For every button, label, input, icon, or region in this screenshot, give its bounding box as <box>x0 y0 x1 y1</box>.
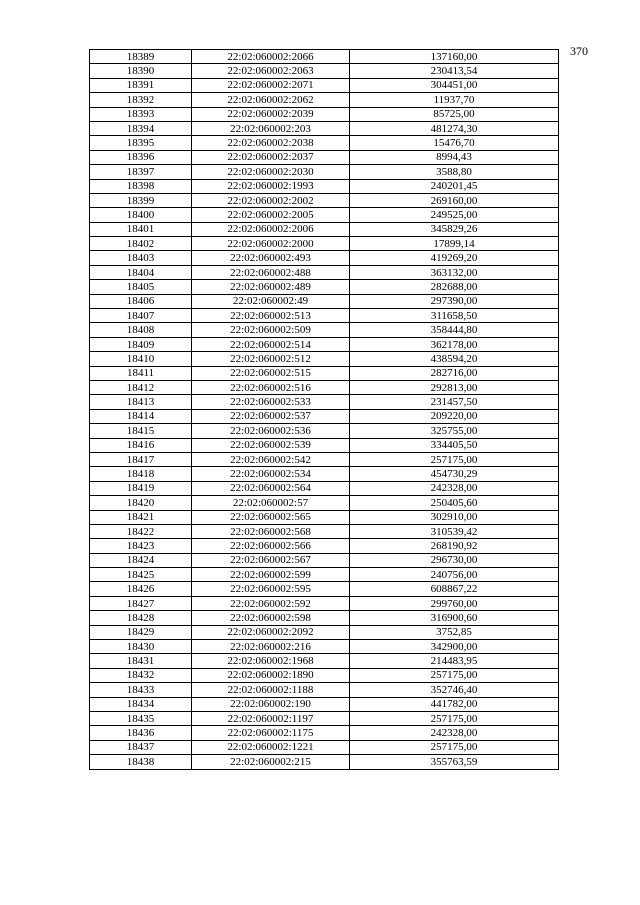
cadastral-number-cell: 22:02:060002:1890 <box>192 668 350 682</box>
row-number-cell: 18403 <box>90 251 192 265</box>
table-row <box>90 395 559 409</box>
row-number-cell: 18397 <box>90 165 192 179</box>
table-row <box>90 611 559 625</box>
row-number-cell: 18414 <box>90 409 192 423</box>
cadastral-value-cell: 231457,50 <box>350 395 559 409</box>
cadastral-number-cell: 22:02:060002:57 <box>192 496 350 510</box>
table-row <box>90 452 559 466</box>
cadastral-number-cell: 22:02:060002:566 <box>192 539 350 553</box>
cadastral-number-cell: 22:02:060002:488 <box>192 265 350 279</box>
row-number-cell: 18415 <box>90 424 192 438</box>
table-row <box>90 179 559 193</box>
cadastral-value-cell: 325755,00 <box>350 424 559 438</box>
row-number-cell: 18407 <box>90 309 192 323</box>
cadastral-value-cell: 250405,60 <box>350 496 559 510</box>
table-row <box>90 237 559 251</box>
row-number-cell: 18421 <box>90 510 192 524</box>
cadastral-value-cell: 257175,00 <box>350 740 559 754</box>
table-row <box>90 78 559 92</box>
table-row <box>90 150 559 164</box>
cadastral-value-cell: 299760,00 <box>350 596 559 610</box>
table-row <box>90 208 559 222</box>
cadastral-number-cell: 22:02:060002:2000 <box>192 237 350 251</box>
cadastral-number-cell: 22:02:060002:2038 <box>192 136 350 150</box>
cadastral-value-cell: 257175,00 <box>350 452 559 466</box>
cadastral-value-cell: 419269,20 <box>350 251 559 265</box>
cadastral-value-cell: 438594,20 <box>350 352 559 366</box>
cadastral-number-cell: 22:02:060002:1175 <box>192 726 350 740</box>
row-number-cell: 18404 <box>90 265 192 279</box>
row-number-cell: 18438 <box>90 755 192 769</box>
table-row <box>90 337 559 351</box>
cadastral-number-cell: 22:02:060002:1968 <box>192 654 350 668</box>
table-row <box>90 438 559 452</box>
table-row <box>90 481 559 495</box>
cadastral-value-cell: 296730,00 <box>350 553 559 567</box>
row-number-cell: 18391 <box>90 78 192 92</box>
row-number-cell: 18420 <box>90 496 192 510</box>
cadastral-value-cell: 282688,00 <box>350 280 559 294</box>
row-number-cell: 18430 <box>90 640 192 654</box>
row-number-cell: 18408 <box>90 323 192 337</box>
cadastral-number-cell: 22:02:060002:1188 <box>192 683 350 697</box>
cadastral-value-cell: 242328,00 <box>350 726 559 740</box>
row-number-cell: 18419 <box>90 481 192 495</box>
cadastral-value-cell: 8994,43 <box>350 150 559 164</box>
table-row <box>90 165 559 179</box>
row-number-cell: 18433 <box>90 683 192 697</box>
row-number-cell: 18437 <box>90 740 192 754</box>
cadastral-value-cell: 209220,00 <box>350 409 559 423</box>
table-row <box>90 539 559 553</box>
cadastral-number-cell: 22:02:060002:534 <box>192 467 350 481</box>
cadastral-value-cell: 310539,42 <box>350 524 559 538</box>
row-number-cell: 18432 <box>90 668 192 682</box>
cadastral-value-table <box>89 49 559 770</box>
cadastral-value-cell: 3752,85 <box>350 625 559 639</box>
cadastral-number-cell: 22:02:060002:2005 <box>192 208 350 222</box>
cadastral-number-cell: 22:02:060002:595 <box>192 582 350 596</box>
row-number-cell: 18400 <box>90 208 192 222</box>
table-row <box>90 596 559 610</box>
cadastral-number-cell: 22:02:060002:2063 <box>192 64 350 78</box>
page-number: 370 <box>570 44 588 58</box>
row-number-cell: 18406 <box>90 294 192 308</box>
table-row <box>90 251 559 265</box>
row-number-cell: 18422 <box>90 524 192 538</box>
cadastral-value-cell: 345829,26 <box>350 222 559 236</box>
table-row <box>90 755 559 769</box>
row-number-cell: 18409 <box>90 337 192 351</box>
table-row <box>90 424 559 438</box>
table-row <box>90 294 559 308</box>
row-number-cell: 18427 <box>90 596 192 610</box>
row-number-cell: 18429 <box>90 625 192 639</box>
table-row <box>90 553 559 567</box>
cadastral-number-cell: 22:02:060002:599 <box>192 568 350 582</box>
cadastral-value-cell: 282716,00 <box>350 366 559 380</box>
row-number-cell: 18431 <box>90 654 192 668</box>
cadastral-value-cell: 15476,70 <box>350 136 559 150</box>
cadastral-number-cell: 22:02:060002:516 <box>192 380 350 394</box>
row-number-cell: 18423 <box>90 539 192 553</box>
cadastral-number-cell: 22:02:060002:568 <box>192 524 350 538</box>
cadastral-number-cell: 22:02:060002:565 <box>192 510 350 524</box>
table-row <box>90 740 559 754</box>
row-number-cell: 18434 <box>90 697 192 711</box>
cadastral-number-cell: 22:02:060002:567 <box>192 553 350 567</box>
cadastral-value-cell: 257175,00 <box>350 711 559 725</box>
cadastral-number-cell: 22:02:060002:2002 <box>192 193 350 207</box>
cadastral-number-cell: 22:02:060002:1993 <box>192 179 350 193</box>
table-row <box>90 193 559 207</box>
cadastral-value-cell: 311658,50 <box>350 309 559 323</box>
cadastral-value-cell: 214483,95 <box>350 654 559 668</box>
cadastral-value-cell: 608867,22 <box>350 582 559 596</box>
cadastral-value-cell: 316900,60 <box>350 611 559 625</box>
cadastral-number-cell: 22:02:060002:493 <box>192 251 350 265</box>
cadastral-value-cell: 11937,70 <box>350 93 559 107</box>
table-body <box>90 50 559 770</box>
cadastral-value-cell: 302910,00 <box>350 510 559 524</box>
cadastral-value-cell: 363132,00 <box>350 265 559 279</box>
cadastral-number-cell: 22:02:060002:2062 <box>192 93 350 107</box>
cadastral-value-cell: 297390,00 <box>350 294 559 308</box>
row-number-cell: 18411 <box>90 366 192 380</box>
cadastral-value-cell: 240201,45 <box>350 179 559 193</box>
row-number-cell: 18435 <box>90 711 192 725</box>
cadastral-number-cell: 22:02:060002:216 <box>192 640 350 654</box>
cadastral-value-cell: 441782,00 <box>350 697 559 711</box>
cadastral-value-cell: 304451,00 <box>350 78 559 92</box>
row-number-cell: 18418 <box>90 467 192 481</box>
table-row <box>90 280 559 294</box>
cadastral-value-cell: 249525,00 <box>350 208 559 222</box>
table-row <box>90 222 559 236</box>
row-number-cell: 18405 <box>90 280 192 294</box>
table-row <box>90 380 559 394</box>
cadastral-number-cell: 22:02:060002:2037 <box>192 150 350 164</box>
cadastral-value-cell: 454730,29 <box>350 467 559 481</box>
cadastral-value-cell: 481274,30 <box>350 121 559 135</box>
cadastral-number-cell: 22:02:060002:512 <box>192 352 350 366</box>
cadastral-number-cell: 22:02:060002:215 <box>192 755 350 769</box>
cadastral-value-cell: 137160,00 <box>350 50 559 64</box>
cadastral-value-cell: 358444,80 <box>350 323 559 337</box>
cadastral-number-cell: 22:02:060002:1197 <box>192 711 350 725</box>
cadastral-value-cell: 342900,00 <box>350 640 559 654</box>
cadastral-number-cell: 22:02:060002:2030 <box>192 165 350 179</box>
cadastral-number-cell: 22:02:060002:533 <box>192 395 350 409</box>
cadastral-value-cell: 230413,54 <box>350 64 559 78</box>
cadastral-number-cell: 22:02:060002:536 <box>192 424 350 438</box>
row-number-cell: 18399 <box>90 193 192 207</box>
cadastral-value-cell: 355763,59 <box>350 755 559 769</box>
row-number-cell: 18410 <box>90 352 192 366</box>
row-number-cell: 18395 <box>90 136 192 150</box>
table-row <box>90 697 559 711</box>
table-row <box>90 93 559 107</box>
row-number-cell: 18425 <box>90 568 192 582</box>
cadastral-value-cell: 292813,00 <box>350 380 559 394</box>
row-number-cell: 18398 <box>90 179 192 193</box>
row-number-cell: 18389 <box>90 50 192 64</box>
cadastral-number-cell: 22:02:060002:537 <box>192 409 350 423</box>
table-row <box>90 323 559 337</box>
row-number-cell: 18390 <box>90 64 192 78</box>
cadastral-value-cell: 257175,00 <box>350 668 559 682</box>
table-row <box>90 352 559 366</box>
row-number-cell: 18416 <box>90 438 192 452</box>
cadastral-value-cell: 362178,00 <box>350 337 559 351</box>
table-row <box>90 107 559 121</box>
cadastral-number-cell: 22:02:060002:2092 <box>192 625 350 639</box>
cadastral-number-cell: 22:02:060002:514 <box>192 337 350 351</box>
table-row <box>90 496 559 510</box>
table-row <box>90 64 559 78</box>
row-number-cell: 18426 <box>90 582 192 596</box>
cadastral-number-cell: 22:02:060002:190 <box>192 697 350 711</box>
row-number-cell: 18402 <box>90 237 192 251</box>
table-row <box>90 121 559 135</box>
cadastral-value-cell: 17899,14 <box>350 237 559 251</box>
table-row <box>90 711 559 725</box>
cadastral-number-cell: 22:02:060002:2006 <box>192 222 350 236</box>
table-row <box>90 568 559 582</box>
table-row <box>90 265 559 279</box>
table-row <box>90 510 559 524</box>
cadastral-number-cell: 22:02:060002:539 <box>192 438 350 452</box>
cadastral-value-cell: 242328,00 <box>350 481 559 495</box>
cadastral-value-cell: 352746,40 <box>350 683 559 697</box>
table-row <box>90 50 559 64</box>
row-number-cell: 18394 <box>90 121 192 135</box>
cadastral-number-cell: 22:02:060002:2071 <box>192 78 350 92</box>
row-number-cell: 18393 <box>90 107 192 121</box>
row-number-cell: 18424 <box>90 553 192 567</box>
cadastral-number-cell: 22:02:060002:598 <box>192 611 350 625</box>
row-number-cell: 18401 <box>90 222 192 236</box>
row-number-cell: 18396 <box>90 150 192 164</box>
cadastral-number-cell: 22:02:060002:509 <box>192 323 350 337</box>
table-row <box>90 654 559 668</box>
table-row <box>90 726 559 740</box>
table-row <box>90 309 559 323</box>
cadastral-value-cell: 240756,00 <box>350 568 559 582</box>
row-number-cell: 18428 <box>90 611 192 625</box>
cadastral-value-cell: 268190,92 <box>350 539 559 553</box>
table-row <box>90 467 559 481</box>
cadastral-number-cell: 22:02:060002:1221 <box>192 740 350 754</box>
table-row <box>90 524 559 538</box>
row-number-cell: 18417 <box>90 452 192 466</box>
table-row <box>90 640 559 654</box>
row-number-cell: 18413 <box>90 395 192 409</box>
row-number-cell: 18412 <box>90 380 192 394</box>
cadastral-number-cell: 22:02:060002:49 <box>192 294 350 308</box>
cadastral-value-cell: 85725,00 <box>350 107 559 121</box>
table-row <box>90 683 559 697</box>
cadastral-number-cell: 22:02:060002:203 <box>192 121 350 135</box>
table-row <box>90 366 559 380</box>
cadastral-number-cell: 22:02:060002:513 <box>192 309 350 323</box>
cadastral-value-cell: 269160,00 <box>350 193 559 207</box>
cadastral-number-cell: 22:02:060002:2066 <box>192 50 350 64</box>
cadastral-number-cell: 22:02:060002:489 <box>192 280 350 294</box>
cadastral-value-cell: 334405,50 <box>350 438 559 452</box>
row-number-cell: 18392 <box>90 93 192 107</box>
row-number-cell: 18436 <box>90 726 192 740</box>
cadastral-number-cell: 22:02:060002:592 <box>192 596 350 610</box>
cadastral-number-cell: 22:02:060002:564 <box>192 481 350 495</box>
table-row <box>90 668 559 682</box>
cadastral-number-cell: 22:02:060002:542 <box>192 452 350 466</box>
table-row <box>90 582 559 596</box>
cadastral-value-cell: 3588,80 <box>350 165 559 179</box>
cadastral-number-cell: 22:02:060002:515 <box>192 366 350 380</box>
table-row <box>90 625 559 639</box>
table-row <box>90 136 559 150</box>
cadastral-number-cell: 22:02:060002:2039 <box>192 107 350 121</box>
table-row <box>90 409 559 423</box>
